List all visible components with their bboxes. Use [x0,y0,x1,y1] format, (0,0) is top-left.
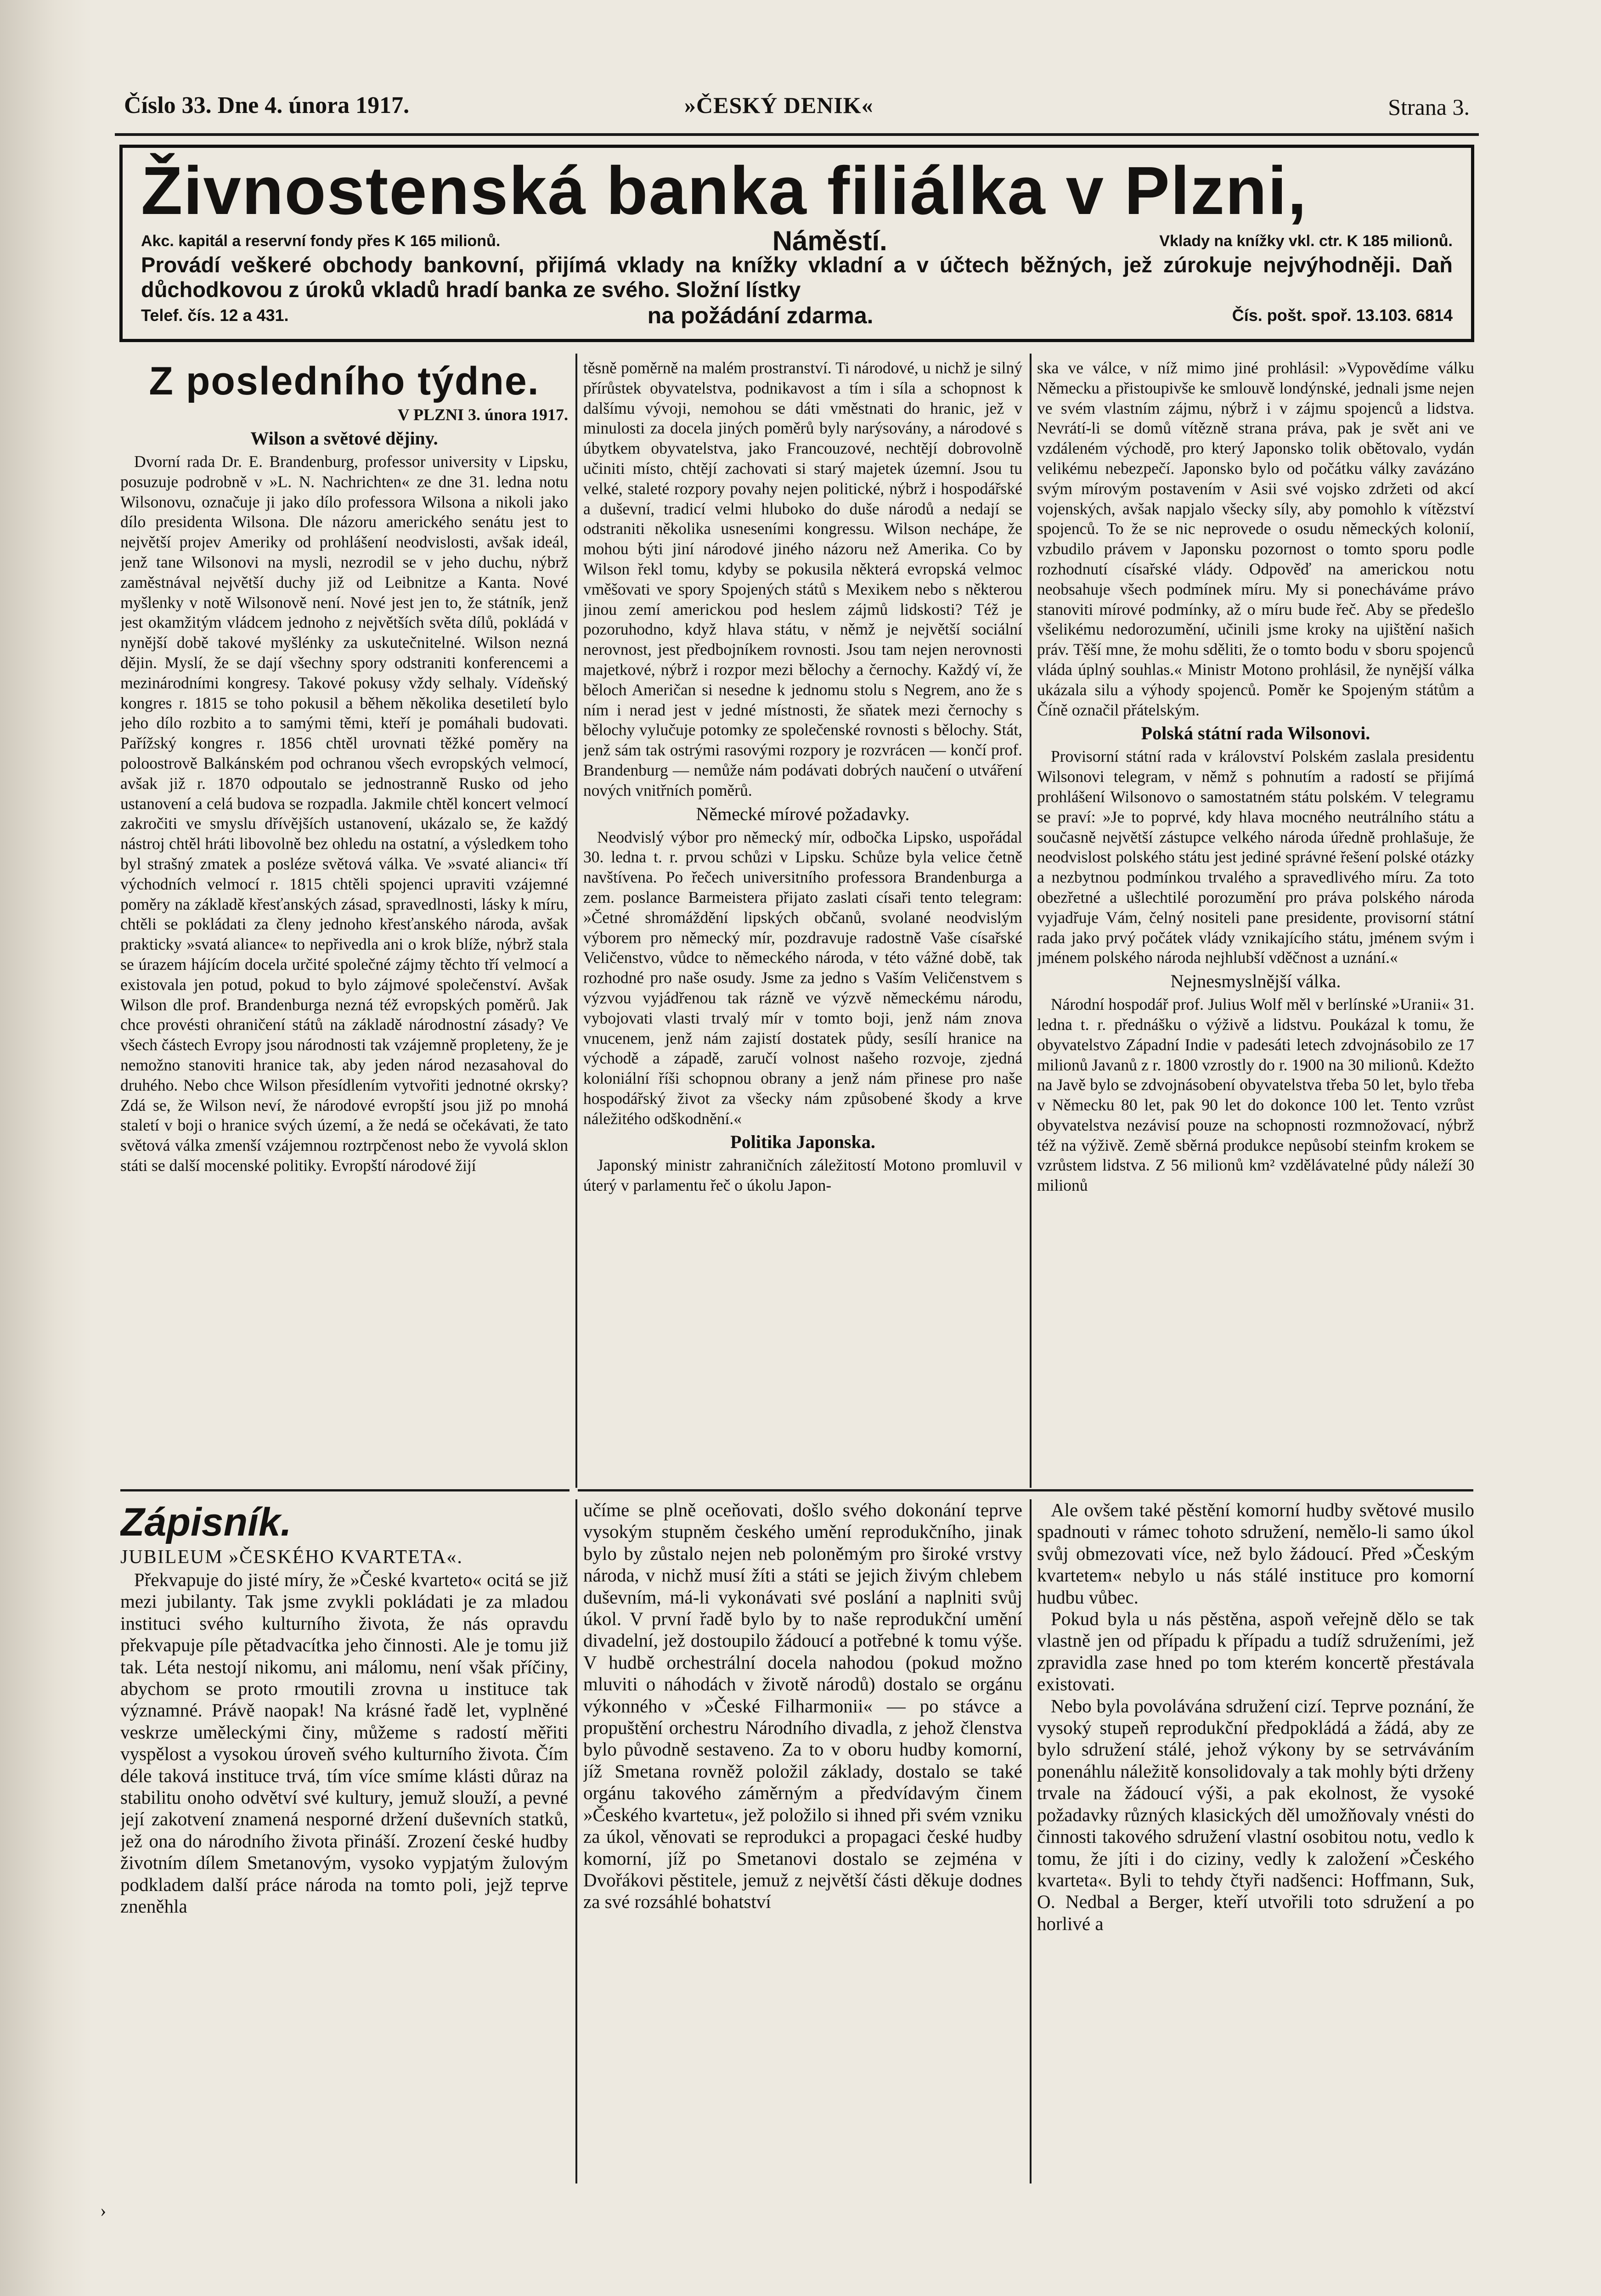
zapisnik-paragraph: Ale ovšem také pěstění komorní hudby světové musilo spadnouti v rámec tohoto sdružení, nemělo-li samo úkol svůj obmezovati více, než bylo žádoucí. Před »Českým kvartetem« nebylo u nás stálé instituce pro komorní hudbu vůbec. [1037,1499,1474,1608]
zapisnik-subheading: JUBILEUM »ČESKÉHO KVARTETA«. [120,1547,463,1568]
article-subhead: Wilson a světové dějiny. [250,428,438,449]
ad-info-row [141,225,1453,256]
article-paragraph: Národní hospodář prof. Julius Wolf měl v berlínské »Uranii« 31. ledna t. r. přednášku o výživě a lidstvu. Poukázal k tomu, že obyvatelstvo Západní Indie v padesáti letech zdvojnásobilo ze 17 milionů Javanů z r. 1800 vzrostly do r. 1900 na 30 milionů. Kdežto na Javě bylo se zdvojnásobení obyvatelstva třeba 50 let, bylo třeba v Německu 80 let, pak 90 let do dokonce 100 let. Tento vzrůst obyvatelstva nezávisí pouze na schopnosti rozmnožovací, nýbrž též na výživě. Země sběrná produkce nepůsobí steinfm krokem se vzrůstem lidstva. Z 56 milionů km² vzdělávatelné půdy náleží 30 milionů [1037,995,1474,1195]
zapisnik-paragraph: učíme se plně oceňovati, došlo svého dokonání teprve vysokým stupněm českého umění reprodukčního, jinak bylo by zůstalo nejen neb poloněmým pro široké vrstvy národa, v nichž musí žíti a státi se jejich živým chlebem duševním, má-li vykonávati své poslání a naplniti svůj úkol. V první řadě bylo by to naše reprodukční umění divadelní, jež dostoupilo žádoucí a potřebné k tomu výše. V hudbě orchestrální docela nahodou (pokud možno mluviti o náhodách v životě národů) dostalo se orgánu výkonného v »České Filharmonii« — po stávce a propuštění orchestru Národního divadla, z jehož členstva bylo původně sestaveno. Za to v oboru hudby komorní, jíž Smetana rovněž položil základy, dostalo se také orgánu takového záměrným a předvídavým činem »Českého kvartetu«, jež položilo si ihned při svém vzniku za úkol, věnovati se reprodukci a propagaci české hudby komorní, jíž po Smetanovi dostalo se zejména v Dvořákovi pěstitele, jemuž z největší části děkuje dodnes za své rozsáhlé bohatství [583,1499,1022,1913]
article-paragraph: Neodvislý výbor pro německý mír, odbočka Lipsko, uspořádal 30. ledna t. r. prvou schůzi v Lipsku. Schůze byla velice četně navštívena. Po řečech universitního professora Brandenburga a zem. poslance Barmeistera přijato zaslati císaři tento telegram: »Četné shromáždění lipských občanů, svolané neodvislým výborem pro německý mír, pozdravuje radostně Vaše císařské Veličenstvo, vůdce to německého národa, v této vážné době, tak rozhodné pro naše osudy. Jsme za jedno s Vaším Veličenstvem s výzvou vyjádřenou tak rázně ve výzvě německému národu, vybojovati vlasti trvalý mír v tomto boji, jenž nám znova vnucenem, jenž nám zajistí dostatek půdy, sesílí hranice na východě a západě, zaručí volnost našeho rozvoje, zjedná koloniální říši schopnou obrany a jenž nám přinese pro naše hospodářský život za všecky nám způsobené škody a krve náležitého odškodnění.« [583,827,1022,1128]
ad-body: Provádí veškeré obchody bankovní, přijímá vklady na knížky vkladní a v účtech běžných, jež zúrokuje nejvýhodněji. Daň důchodkovou z úroků vkladů hradí banka ze svého. Složní lístky [141,253,1453,302]
zapisnik-paragraph: Nebo byla povolávána sdružení cizí. Teprve poznání, že vysoký stupeň reprodukční předpokládá a žádá, aby ze bylo sdružení stálé, jehož výkony by se setrváváním ponenáhlu náležitě konsolidovaly a tak mohly býti drženy trvale na žádoucí výši, a pak ekolnost, že vysoké požadavky různých klasických děl umožňovaly vnésti do činnosti takového sdružení vlastní osobitou notu, vedlo k tomu, že jíti i do ciziny, vedly k založení »Českého kvarteta«. Byli to tehdy čtyři nadšenci: Hoffmann, Suk, O. Nedbal a Berger, kteří utvořili toto sdružení a po horlivé a [1037,1695,1474,1934]
article-subhead-polish-council: Polská státní rada Wilsonovi. [1141,723,1370,744]
article-paragraph: Dvorní rada Dr. E. Brandenburg, professor university v Lipsku, posuzuje podrobně v »L. N. Nachrichten« ze dne 31. ledna notu Wilsonovu, označuje ji jako dílo professora Wilsona a nikoli jako dílo presidenta Wilsona. Dle názoru amerického senátu jest to největší projev Ameriky od prohlášení neodvislosti, avšak ideál, jenž tane Wilsonovi na mysli, nezrodil se v jeho duchu, nýbrž zaměstnával největší duchy již od Leibnitze a Kanta. Nové myšlenky v notě Wilsonově není. Nové jest jen to, že státník, jenž jest okamžitým vládcem jednoho z největších světa dílů, pokládá v nynější době takové myšlénky za uskutečnitelné. Wilson nezná dějin. Myslí, že se dají všechny spory odstraniti konferencemi a mezinárodními kongresy. Takové pokusy vždy selhaly. Vídeňský kongres r. 1815 se toho pokusil a během několika desetiletí bylo jeho dílo rozbito a to samými těmi, kteří je pomáhali budovati. Pařížský kongres r. 1856 chtěl urovnati těžké poměry na poloostrově Balkánském pod ochranou všech evropských velmocí, avšak již r. 1870 odpoutalo se jednostranně Rusko od jeho ustanovení a celá budova se rozpadla. Jakmile chtěl koncert velmocí zakročiti ve smyslu dřívějších ustanovení, ukázalo se, že každý nástroj chtěl hráti libovolně bez ohledu na ostatní, a výsledkem toho byl strašný zmatek a posléze světová válka. Ve »svaté alianci« tří východních velmocí r. 1815 chtěli spojenci upraviti vzájemné poměry na základě křesťanských zásad, spravedlnosti, lásky k míru, chtěli se pokládati za členy jednoho křesťanského národa, avšak prakticky »svatá aliance« to nepřivedla ani o krok blíže, nýbrž stala se úrazem hájícím docela určité společné zájmy těchto tří velmocí a existovala jen potud, pokud to bylo zájmové společenství. Avšak Wilson dle prof. Brandenburga nezná též evropských poměrů. Jak chce provésti ohraničení států na základě národnostní zásady? Ve všech částech Evropy jsou národnosti tak vzájemně propleteny, že je nemožno stanoviti hranice tak, aby jeden národ nezasahoval do druhého. Nebo chce Wilson přesídlením vytvořiti jednotné okrsky? Zdá se, že Wilson neví, že národové evropští jsou již po mnohá staletí v boji o hranice svých území, a že nedá se očekávati, že tato světová válka zmenší vzájemnou roztrpčenost nebo že vyvolá sklon státi se další mocenské politiky. Evropští národové žijí [120,452,568,1175]
ad-title: Živnostenská banka filiálka v Plzni, [141,153,1308,229]
article-column-2 [583,358,1022,1483]
section-rule [120,1489,569,1491]
article-subhead-japan: Politika Japonska. [730,1131,875,1153]
page-fold-shadow [0,0,92,2296]
ad-phone: Telef. čís. 12 a 431. [141,306,289,325]
ad-capital: Akc. kapitál a reservní fondy přes K 165 milionů. [141,232,501,250]
ad-deposits: Vklady na knížky vkl. ctr. K 185 milionů. [1159,232,1453,250]
article-headline: Z posledního týdne. [149,359,540,403]
article-paragraph: Provisorní státní rada v království Polském zaslala presidentu Wilsonovi telegram, v němž s pohnutím a radostí se přijímá prohlášení Wilsonovo o samostatném státu polském. V telegramu se praví: »Je to poprvé, kdy hlava mocného neutrálního státu a současně největší zástupce velkého národa úředně prohlašuje, že neodvislost polského státu jest jediné správné řešení polské otázky a nezbytnou podmínkou trvalého a spravedlivého míru. Za toto obezřetné a ušlechtilé porozumění pro práva polského národa vyjadřuje Vám, čelný nositeli pane presidente, provisorní státní rada jako prvý počátek vlády vznikajícího státu, jménem svým i jménem polského národa nejhlubší vděčnost a uznání.« [1037,747,1474,967]
zapisnik-column-1 [120,1499,568,2183]
issue-and-date: Číslo 33. Dne 4. února 1917. [124,92,410,118]
article-column-3 [1037,358,1474,1483]
zapisnik-paragraph: Pokud byla u nás pěstěna, aspoň veřejně dělo se tak vlastně jen od případu k případu a tudíž sdruženími, jež zpravidla zase hned po tom kterém koncertě přestávala existovati. [1037,1608,1474,1695]
article-subhead-german-peace: Německé mírové požadavky. [696,803,910,824]
column-rule [575,354,577,1488]
article-paragraph: těsně poměrně na malém prostranství. Ti národové, u nichž je silný přírůstek obyvatelstva, podnikavost a tím i síla a schopnost k dalšímu vývoji, nemohou se dáti vměstnati do hranic, jež v minulosti za docela jiných poměrů byly narýsovány, a národové s úbytkem obyvatelstva, jako Francouzové, nechtějí dobrovolně učiniti místo, chtějí zachovati si starý majetek územní. Jsou tu velké, staleté rozpory povahy nejen politické, nýbrž i hospodářské a duševní, tradicí velmi hluboko do duše národů a nedají se odstraniti několika usneseními kongressu. Wilson nechápe, že mohou býti jiní národové jiného názoru než Amerika. Co by Wilson řekl tomu, kdyby se pokusila některá evropská velmoc vměšovati ve spory Spojených států s Mexikem nebo s některou jinou zemí americkou pod heslem zájmů lidskosti? Též je pozoruhodno, když hlava státu, v němž je největší sociální nerovnost, jest předbojníkem rovnosti. Jsou tam nejen nerovnosti majetkové, nýbrž i rozpor mezi bělochy a černochy. Každý ví, že běloch Američan si nesedne k jednomu stolu s Negrem, ano že s ním i nerad jest v jedné místnosti, že sňatek mezi černochy s bělochy vylučuje potomky ze společenské rovnosti s bělochy. Stát, jenž sám tak ostrými rasovými rozpory je rozvrácen — končí prof. Brandenburg — nemůže nám podávati dobrých naučení o utváření nových vnitřních poměrů. [583,359,1022,799]
newspaper-name: »ČESKÝ DENIK« [684,92,874,118]
column-rule [575,1499,577,2183]
article-paragraph: Japonský ministr zahraničních záležitostí Motono promluvil v úterý v parlamentu řeč o úkolu Japon- [583,1156,1022,1195]
section-rule [578,1489,1473,1491]
column-rule [1030,354,1032,1488]
zapisnik-heading: Zápisník. [120,1500,292,1544]
ad-postal: Čís. pošt. spoř. 13.103. 6814 [1232,306,1453,325]
zapisnik-paragraph: Překvapuje do jisté míry, že »České kvarteto« ocitá se již mezi jubilanty. Tak jsme zvykli pokládati je za mladou instituci svého kulturního života, že nás opravdu překvapuje píle pětadvacítka jeho činnosti. Ale je tomu již tak. Léta nestojí nikomu, ani málomu, není však příčiny, abychom se proto rmoutili zrovna u instituce tak významné. Právě naopak! Na krásné řadě let, vyplněné veskrze uměleckými činy, můžeme s radostí měřiti vyspělost a vysokou úroveň svého kulturního života. Čím déle taková instituce trvá, tím více smíme klásti důraz na stabilitu onoho odvětví své kultury, jemuž slouží, a pevné její zakotvení znamená nesporné držení duševních statků, jež ona do národního života přináší. Zrození české hudby životním dílem Smetanovým, vysoko vypjatým žulovým podkladem další práce národa na tomto poli, jejž teprve zneněhla [120,1569,568,1917]
article-column-1 [120,358,568,1483]
ad-location: Náměstí. [772,225,887,256]
page-header [115,83,1479,136]
page-number: Strana 3. [1388,94,1470,120]
zapisnik-column-3 [1037,1499,1474,2183]
article-dateline: V PLZNI 3. února 1917. [397,405,568,424]
bank-advertisement [119,145,1474,342]
article-paragraph: ska ve válce, v níž mimo jiné prohlásil: »Vypovědíme válku Německu a přistoupivše ke smlouvě londýnské, jednali jsme nejen ve svém vlastním zájmu, nýbrž i v zájmu spojenců a lidstva. Nevrátí-li se domů vítězně strana práva, pak je svět ani ve vzdáleném východě, pro který Japonsko tolik obětovalo, vydán velikému nebezpečí. Japonsko bylo od počátku války zavázáno svým mírovým postavením v Asii své vojsko zdržeti od akcí vojenských, avšak napjalo všecky síly, aby pomohlo k vítězství spojenců. To že se nic neprovede o osudu německých kolonií, vzbudilo právem v Japonsku pozornost o tomto sporu podle rozhodnutí císařské vlády. Odpověď na americkou notu neobsahuje všech podmínek míru. My si ponecháváme právo stanoviti mírové podmínky, až o míru bude řeč. Aby se předešlo všelikému nedorozumění, učinili jsme kroky na ujištění našich práv. Těší mne, že mohu sděliti, že o tomto bodu v sboru spojenců vláda úplný souhlas.« Ministr Motono prohlásil, že nynější válka ukázala silu a výhody spojenců. Poměr ke Spojeným státům a Číně označil přátelským. [1037,359,1474,719]
margin-mark: › [100,2200,107,2221]
zapisnik-column-2 [583,1499,1022,2183]
ad-bottom-row [141,302,1453,329]
article-subhead-senseless-war: Nejnesmyslnější válka. [1170,971,1341,992]
ad-on-request: na požádání zdarma. [647,303,874,328]
column-rule [1030,1499,1032,2183]
